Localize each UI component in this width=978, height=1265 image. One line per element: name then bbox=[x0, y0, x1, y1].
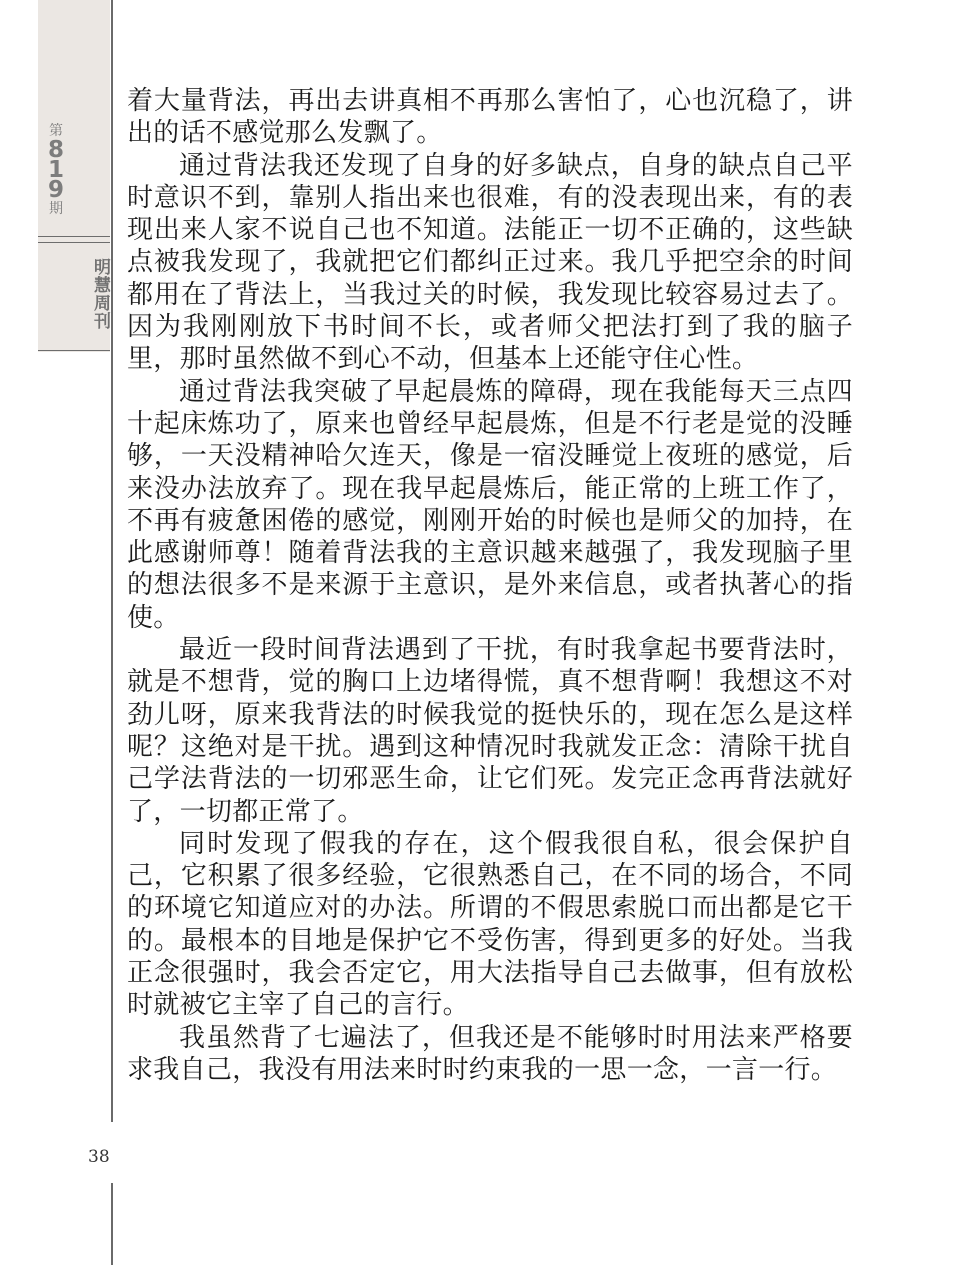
issue-digit: 9 bbox=[47, 177, 64, 203]
sidebar-divider bbox=[38, 236, 110, 237]
sidebar-divider bbox=[38, 350, 110, 351]
issue-digit: 8 bbox=[47, 137, 64, 163]
paragraph: 通过背法我突破了早起晨炼的障碍，现在我能每天三点四十起床炼功了，原来也曾经早起晨炼，但是不行老是觉的没睡够，一天没精神哈欠连天，像是一宿没睡觉上夜班的感觉，后来没办法放弃了。现在我早起晨炼后，能正常的上班工作了，不再有疲惫困倦的感觉，刚刚开始的时候也是师父的加持，在此感谢师尊！随着背法我的主意识越来越强了，我发现脑子里的想法很多不是来源于主意识，是外来信息，或者执著心的指使。 bbox=[127, 376, 853, 633]
issue-digit: 1 bbox=[47, 157, 64, 183]
issue-suffix: 期 bbox=[49, 201, 63, 217]
paragraph: 着大量背法，再出去讲真相不再那么害怕了，心也沉稳了，讲出的话不感觉那么发飘了。 bbox=[127, 86, 853, 149]
paragraph: 同时发现了假我的存在，这个假我很自私，很会保护自己，它积累了很多经验，它很熟悉自己，在不同的场合，不同的环境它知道应对的办法。所谓的不假思索脱口而出都是它干的。最根本的目地是保护它不受伤害，得到更多的好处。当我正念很强时，我会否定它，用大法指导自己去做事，但有放松时就被它主宰了自己的言行。 bbox=[127, 828, 853, 1021]
sidebar-divider bbox=[38, 242, 110, 243]
issue-number bbox=[0, 137, 112, 203]
issue-prefix: 第 bbox=[49, 123, 63, 139]
paragraph: 通过背法我还发现了自身的好多缺点，自身的缺点自己平时意识不到，靠别人指出来也很难，有的没表现出来，有的表现出来人家不说自己也不知道。法能正一切不正确的，这些缺点被我发现了，我就把它们都纠正过来。我几乎把空余的时间都用在了背法上，当我过关的时候，我发现比较容易过去了。因为我刚刚放下书时间不长，或者师父把法打到了我的脑子里，那时虽然做不到心不动，但基本上还能守住心性。 bbox=[127, 150, 853, 375]
spine-line bbox=[111, 1183, 113, 1265]
issue-label bbox=[0, 122, 112, 218]
paragraph: 我虽然背了七遍法了，但我还是不能够时时用法来严格要求我自己，我没有用法来时时约束我的一思一念，一言一行。 bbox=[127, 1022, 853, 1085]
page-number: 38 bbox=[88, 1147, 110, 1167]
article-body bbox=[127, 85, 853, 1086]
paragraph: 最近一段时间背法遇到了干扰，有时我拿起书要背法时，就是不想背，觉的胸口上边堵得慌，真不想背啊！我想这不对劲儿呀，原来我背法的时候我觉的挺快乐的，现在怎么是这样呢？这绝对是干扰。遇到这种情况时我就发正念：清除干扰自己学法背法的一切邪恶生命，让它们死。发完正念再背法就好了，一切都正常了。 bbox=[127, 635, 853, 827]
spine-line bbox=[111, 0, 113, 1122]
magazine-name: 明慧周刊 bbox=[90, 258, 110, 330]
